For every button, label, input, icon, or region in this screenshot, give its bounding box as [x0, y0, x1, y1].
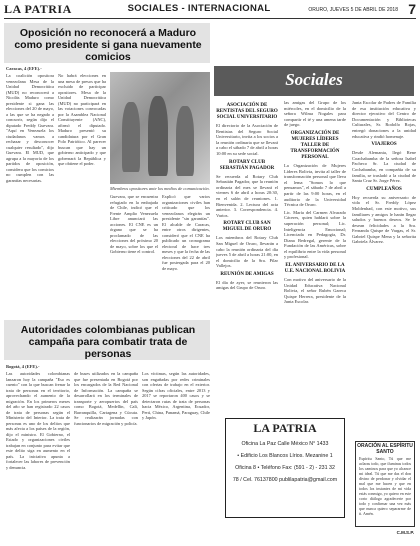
social-item-heading: VIAJEROS [371, 142, 397, 148]
oracion-text: Espíritu Santo, Tú que me aclaras todo, que iluminas todos los caminos para que yo alcance mi ideal. Tú que me das el don divino de perdonar y olvidar el mal que me hacen y que en todos los instantes de mi vida estás conmigo, yo quiero en este corto diálogo agradecerte por todo y confirmar una vez más que nunca quiero separarme de ti. Amén. [359, 456, 411, 516]
story1-col2: No habrá elecciones en una mesa de presos que ha excluido de participar opositores. Mesa de la Unidad Democrática (MUD) no participará en las votaciones convocadas por la Asamblea Nacional Constituyente (ANC), afirmó el diputado. Maduro presentó su candidatura por el Gran Polo Patriótico. Al parecer buscan que hay un gobierno anticipado y que gobernará la República y que obtiene el poder. [58, 73, 106, 166]
page-number: 7 [408, 1, 416, 17]
newspaper-brand: LA PATRIA [4, 2, 72, 16]
social-item-text: Desde Alemania, llegó Rene Coachabamba de la señora Isabel Pacheco Sr. La ciudad de Cochabamba, en compañía de su familia, se trasladó a la ciudad de Santa Cruz Sr. Jorge Pérez. [352, 150, 416, 184]
ad-line: Oficina 8 • Teléfono Fax: (591 - 2) - 231 32 [235, 465, 335, 471]
social-item-heading: EL ANIVERSARIO DE LA U.E. NACIONAL BOLIVIA [284, 263, 346, 275]
social-item-heading: REUNIÓN DE AMIGAS [220, 271, 274, 277]
story1-col1: La coalición opositora venezolana Mesa de la Unidad Democrática (MUD) no reconocerá a Nicolás Maduro como presidente si gana las elecciones del 20 de mayo, a las que se ha negado a concurrir, según dijo el diputado Freddy Guevara. "Aquí en Venezuela los ciudadanos vamos a rechazar y desconocer cualquier resultado", dijo Guevara. El MUD, que agrupa a la mayoría de los partidos de oposición, considera que los comicios no cumplen con las garantías necesarias. [6, 73, 54, 183]
social-item-heading: CUMPLEAÑOS [366, 186, 402, 192]
social-item-text: Hoy recuerda su aniversario de vida el Sr. Freddy López Moldenhad, con este motivo, sus familiares y amigos le harán llegar saludos y buenos deseos. Se le desean felicidades a la Sra. Fernanda Quispe de Vargas, el Sr. Gabriel Quispe Mena y la señorita Gabriela Álvarez. [352, 194, 416, 245]
ad-line: • Edificio Los Blancos Lírios. Mezanine 1 [237, 453, 333, 459]
social-item-heading: ROTARY CLUB SEBASTIÁN PAGADOR [219, 159, 275, 171]
social-item-text: Junta Escolar de Padres de Familia de esa institución educativa y director ejecutivo del Centro de Documentación y Bibliotecas Culturales, Sr. Rodolfo Rojas, entregó donaciones a la unidad educativa y rindió homenaje. [352, 100, 416, 139]
oracion-title: ORACIÓN AL ESPÍRITU SANTO [357, 443, 413, 455]
sociales-banner-title: Sociales [285, 70, 343, 89]
story2-dateline: Bogotá, 4 (EFE).- [6, 364, 40, 369]
story1-col3: Guevara, que se encuentra refugiado en la embajada de Chile, indicó que el Frente Amplio Venezuela Libre anunciará las acciones. El CNE es un órgano que se ha proclamado de las elecciones del próximo 20 de mayo, sobre los que el Gobierno tiene el control. [110, 194, 158, 254]
sociales-banner [214, 66, 414, 96]
social-item-text: Los miembros del Rotary Club San Miguel de Oruro, llevarán a cabo la reunión ordinaria del día jueves 5 de abril a horas 21:00, en el domicilio de la Sra. Pilar Vallejos. [216, 235, 278, 269]
page-header [4, 2, 416, 18]
social-item-text: Lic. María del Carmen Alvarado Cáceres, quien hablará sobre la superación personal; Lic. Inteligencia Emocional; Licenciada en Pedagogía, Dr. Diana Bedregal, gerente de la Fundación de las Américas, sobre el equilibrio entre la vida personal y profesional. [284, 209, 346, 260]
story2-col3: Los víctimas, según las autoridades, son engañadas por redes criminales con ofertas de trabajo en el exterior. Según cifras oficiales, entre 2013 y 2017 se reportaron 400 casos y se detectaron rutas de trata de personas hacia México, Argentina, Ecuador, Perú, China, Panamá, Paraguay, Chile y Japón. [142, 371, 210, 420]
ad-line: 78 / Cel. 76137800 publilapatria@gmail.com [232, 477, 338, 483]
social-item-heading: ORGANIZACIÓN DE MUJERES LÍDERES TALLER DE TRANSFORMACIÓN PERSONAL [290, 130, 340, 160]
oracion-credit: C.M.S.P. [396, 530, 414, 535]
social-col3 [352, 100, 416, 438]
story2-col2: de buses utilizados en la campaña que fue presentada en Bogotá por los encargados de la Red Nacional de Información. La campaña se desarrollará en los terminales de transporte y aeropuertos del país como Bogotá, Medellín, Cali, Barranquilla, Cartagena y Cúcuta. Se realizarán jornadas con funcionarios de migración y policía. [74, 371, 138, 426]
social-item-text: El directorio de la Asociación de Rentistas del Seguro Social Universitario, invita a los socios a la reunión ordinaria que se llevará a cabo el sábado 7 de abril a horas 10:00 en su sede social. [216, 123, 278, 156]
social-item-text: El día de ayer, se reunieron las amigas del Grupo de Oruro. [216, 279, 278, 291]
social-item-text: las amigas del Grupo de los miércoles, en el domicilio de la señora Wilma Nogales para compartir el té y una amena tarde de juego. [284, 100, 346, 128]
story1-dateline: Caracas, 4 (EFE).- [6, 66, 42, 71]
social-item-text: Con motivo del aniversario de la Unidad Educativa Nacional Bolivia, el señor Rubén Gareca Quispe Herrera, presidente de la Junta Escolar. [284, 277, 346, 305]
story1-photo [110, 72, 210, 184]
ad-title: LA PATRIA [253, 421, 317, 435]
issue-date: ORURO, JUEVES 5 DE ABRIL DE 2018 [308, 7, 398, 13]
advertisement-box [225, 418, 345, 518]
story2-col1: Las autoridades colombianas lanzaron hoy la campaña "Eso es cuento" con la que buscan frenar la trata de personas en el territorio, aprovechando el aumento de la migración. En los primeros meses del año se han registrado 22 casos de trata de personas según el Ministerio del Interior. La trata de personas es uno de los delitos que más afecta a los países de la región, dijo el ministro. El Gobierno, el Estado y organizaciones civiles trabajan en conjunto para evitar que este delito siga en aumento en el país. La iniciativa apunta a fortalecer las labores de prevención y denuncia. [6, 371, 70, 470]
story1-col4: Explicó que varios organizaciones civiles han criticado que los venezolanos elegirán un presidente "sin garantías". El alcalde de Caracas, entre otros dirigentes, consideró que el CNE ha publicado un cronograma electoral de hace tres meses y que la fecha de las elecciones del 22 de abril fue postergada para el 20 de mayo. [162, 194, 210, 271]
header-rule [4, 18, 416, 19]
social-col1 [216, 100, 278, 410]
social-item-heading: ROTARY CLUB SAN MIGUEL DE ORURO [222, 221, 272, 233]
story1-headline: Oposición no reconocerá a Maduro como presidente si gana nuevamente comicios [14, 27, 202, 63]
social-item-heading: ASOCIACIÓN DE RENTISTAS DEL SEGURO SOCIAL UNIVERSITARIO [216, 103, 278, 120]
oracion-box [355, 441, 415, 527]
social-item-text: La Organización de Mujeres Líderes Bolivia, invita al taller de transformación personal que lleva el lema "Somos lo que pensamos", el sábado 7 de abril a partir de las 9:00 horas, en el auditorio de la Universidad Técnica de Oruro. [284, 162, 346, 208]
ad-line: Oficina La Paz Calle México N° 1433 [241, 441, 329, 447]
social-col2 [284, 100, 346, 412]
story1-photo-caption: Miembros opositores ante los medios de comunicación. [110, 186, 210, 191]
section-title: SOCIALES - INTERNACIONAL [127, 3, 271, 14]
story2-headline: Autoridades colombianas publican campaña para combatir trata de personas [20, 324, 196, 360]
social-item-text: Se recuerda al Rotary Club Sebastián Pagador, que la reunión ordinaria del mes se llevará el viernes 6 de abril a horas 20:30, en el salón de reuniones. 1. Bienvenida. 2. Lectura del acta anterior. 3. Correspondencia. 4. Varios. [216, 173, 278, 218]
